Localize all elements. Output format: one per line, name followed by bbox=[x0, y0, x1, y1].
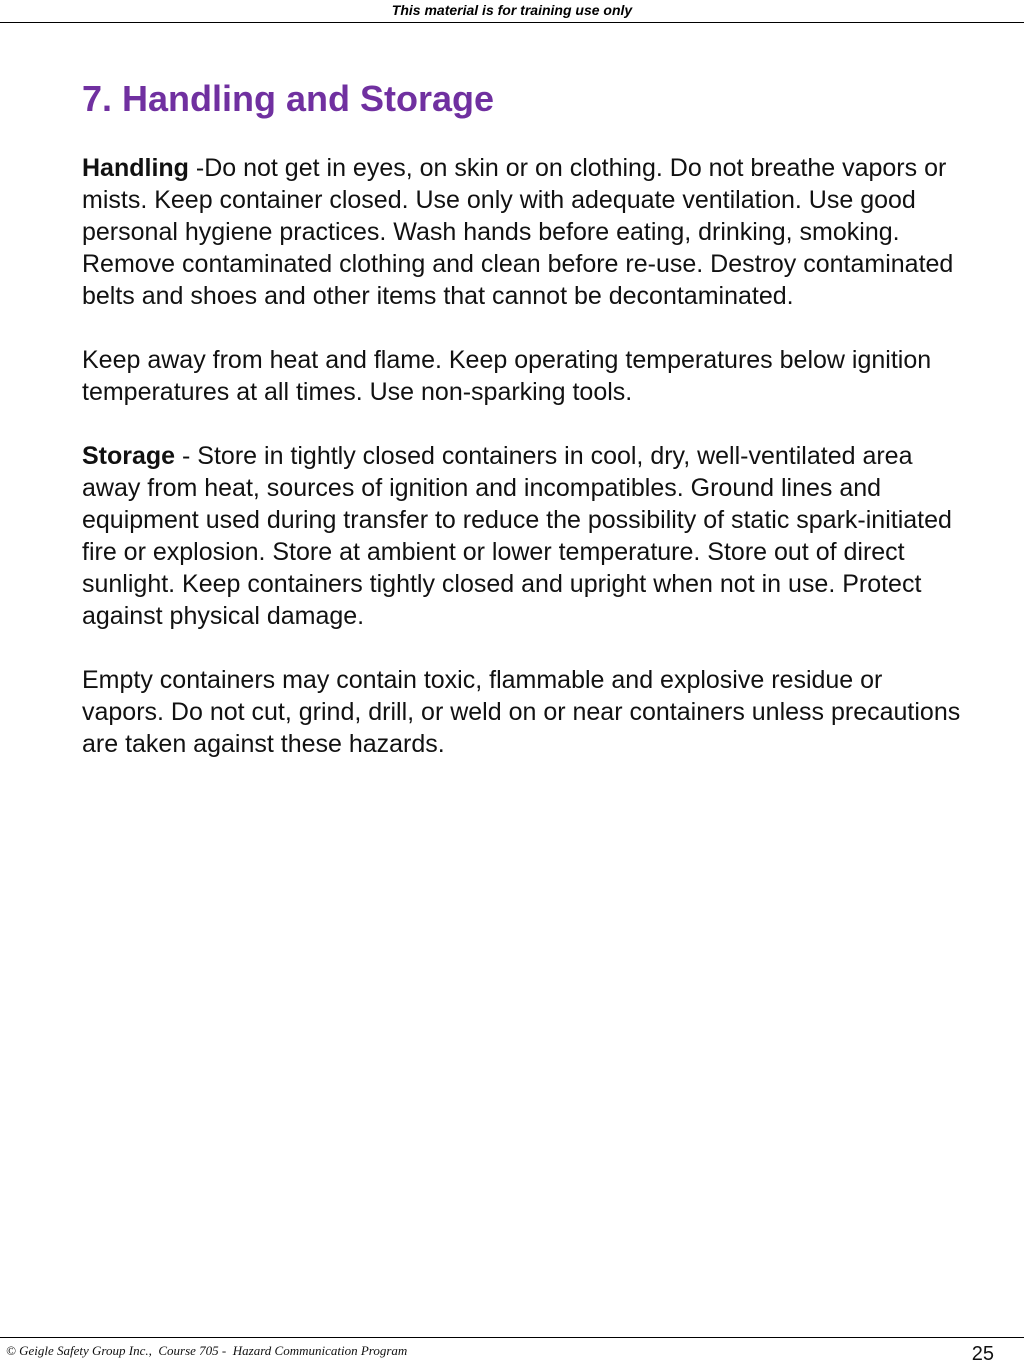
empty-containers-paragraph bbox=[82, 664, 962, 760]
handling-heading: Handling bbox=[82, 154, 189, 182]
footer-divider bbox=[0, 1337, 1024, 1338]
training-notice-text: This material is for training use only bbox=[391, 2, 633, 18]
storage-heading: Storage bbox=[82, 442, 176, 470]
footer-copyright: © Geigle Safety Group Inc., Course 705 - Hazard Communication Program bbox=[6, 1343, 408, 1358]
heat-flame-paragraph bbox=[82, 344, 962, 408]
page-content bbox=[82, 152, 962, 792]
empty-containers-text: Empty containers may contain toxic, flammable and explosive residue or vapors. Do not cut, grind, drill, or weld on or near containers unless precautions are taken against these hazards. bbox=[82, 666, 961, 758]
storage-paragraph bbox=[82, 440, 962, 632]
page-number: 25 bbox=[971, 1343, 994, 1365]
storage-text: - Store in tightly closed containers in cool, dry, well-ventilated area away from heat, sources of ignition and incompatibles. Ground lines and equipment used during transfer to reduce the possibility of static spark-initiated fire or explosion. Store at ambient or lower temperature. Store out of direct sunlight. Keep containers tightly closed and upright when not in use. Protect against physical damage. bbox=[82, 442, 952, 630]
handling-text: -Do not get in eyes, on skin or on clothing. Do not breathe vapors or mists. Keep container closed. Use only with adequate ventilation. Use good personal hygiene practices. Wash hands before eating, drinking, smoking. Remove contaminated clothing and clean before re-use. Destroy contaminated belts and shoes and other items that cannot be decontaminated. bbox=[82, 154, 954, 310]
heat-flame-text: Keep away from heat and flame. Keep operating temperatures below ignition temperatures at all times. Use non-sparking tools. bbox=[82, 346, 932, 406]
training-notice-header bbox=[0, 0, 1024, 23]
page-title: 7. Handling and Storage bbox=[82, 78, 495, 119]
handling-paragraph bbox=[82, 152, 962, 312]
